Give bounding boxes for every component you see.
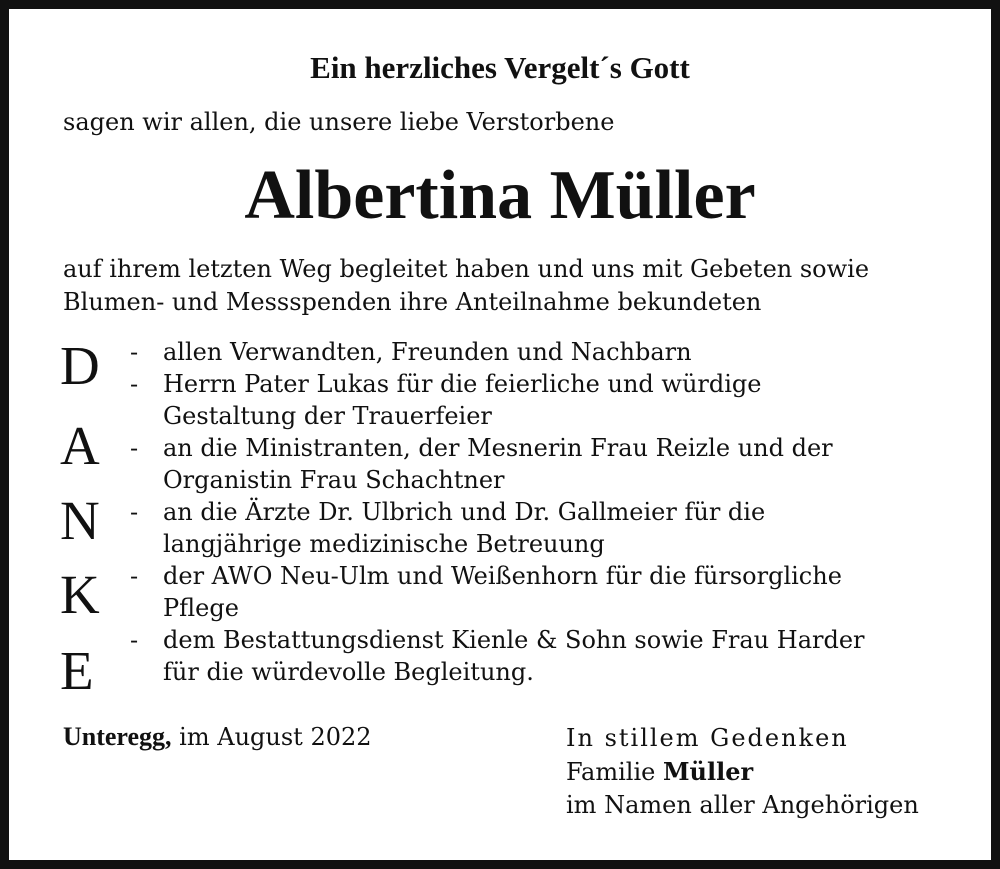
- list-item-line: Gestaltung der Trauerfeier: [163, 402, 492, 430]
- list-item: [130, 368, 960, 432]
- list-item-line: langjährige medizinische Betreuung: [163, 530, 605, 558]
- heading: Ein herzliches Vergelt´s Gott: [310, 50, 690, 85]
- signature-block: [566, 722, 919, 822]
- dash-bullet: -: [130, 434, 139, 462]
- place-name: Unteregg,: [63, 722, 172, 751]
- list-item: [130, 560, 960, 624]
- list-item-line: dem Bestattungsdienst Kienle & Sohn sowie Frau Harder: [163, 626, 865, 654]
- list-item: [130, 432, 960, 496]
- list-item: [130, 496, 960, 560]
- list-item: [130, 336, 960, 368]
- list-item-line: Pflege: [163, 594, 239, 622]
- thanks-list: [130, 336, 960, 688]
- list-item-line: Herrn Pater Lukas für die feierliche und würdige: [163, 370, 762, 398]
- signature-line: im Namen aller Angehörigen: [566, 791, 919, 819]
- family-prefix: Familie: [566, 758, 663, 786]
- paragraph-line: Blumen- und Messspenden ihre Anteilnahme bekundeten: [63, 288, 762, 316]
- paragraph-line: auf ihrem letzten Weg begleitet haben und uns mit Gebeten sowie: [63, 255, 870, 283]
- signature-line: In stillem Gedenken: [566, 724, 849, 752]
- list-item-line: allen Verwandten, Freunden und Nachbarn: [163, 338, 692, 366]
- dash-bullet: -: [130, 498, 139, 526]
- danke-letter-e: E: [60, 640, 94, 701]
- date-text: im August 2022: [171, 723, 372, 751]
- list-item-line: für die würdevolle Begleitung.: [163, 658, 534, 686]
- dash-bullet: -: [130, 562, 139, 590]
- list-item-line: an die Ärzte Dr. Ulbrich und Dr. Gallmeier für die: [163, 498, 766, 526]
- list-item-line: Organistin Frau Schachtner: [163, 466, 505, 494]
- intro-text: sagen wir allen, die unsere liebe Verstorbene: [63, 108, 615, 136]
- dash-bullet: -: [130, 338, 139, 366]
- danke-letter-n: N: [60, 490, 100, 551]
- list-item: [130, 624, 960, 688]
- danke-letter-k: K: [60, 564, 100, 625]
- place-date: [63, 722, 372, 752]
- family-name: Müller: [662, 757, 754, 786]
- danke-letter-a: A: [60, 415, 100, 476]
- dash-bullet: -: [130, 626, 139, 654]
- thanks-paragraph: [63, 253, 869, 319]
- danke-letter-d: D: [60, 335, 100, 396]
- dash-bullet: -: [130, 370, 139, 398]
- family-line: [566, 755, 919, 789]
- list-item-line: an die Ministranten, der Mesnerin Frau Reizle und der: [163, 434, 833, 462]
- deceased-name: Albertina Müller: [244, 157, 756, 234]
- list-item-line: der AWO Neu-Ulm und Weißenhorn für die fürsorgliche: [163, 562, 842, 590]
